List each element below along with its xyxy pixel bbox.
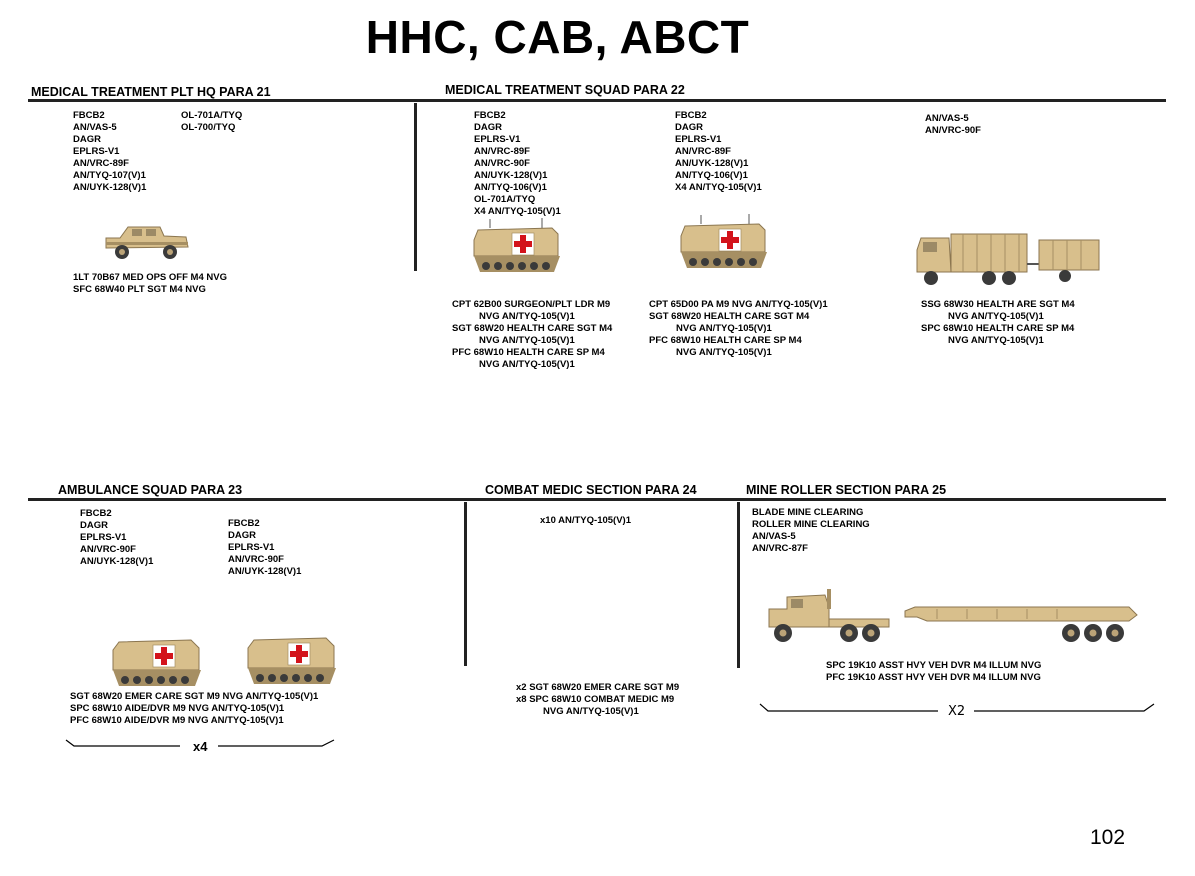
personnel-line: CPT 65D00 PA M9 NVG AN/TYQ-105(V)1 <box>649 299 828 310</box>
list-item: SFC 68W40 PLT SGT M4 NVG <box>73 284 206 295</box>
list-item: FBCB2 <box>73 110 105 121</box>
plt-hq-equipment-list <box>73 110 146 194</box>
bottom-section-divider-1 <box>464 502 467 666</box>
list-item: BLADE MINE CLEARING <box>752 507 864 518</box>
list-item: AN/VAS-5 <box>73 122 117 133</box>
personnel-item <box>921 323 1075 347</box>
list-item: SGT 68W20 EMER CARE SGT M9 NVG AN/TYQ-105(V)1 <box>70 691 319 702</box>
list-item: OL-701A/TYQ <box>474 194 536 205</box>
list-item: AN/VAS-5 <box>752 531 796 542</box>
list-item: x10 AN/TYQ-105(V)1 <box>540 515 631 526</box>
combat-medic-equipment-list <box>540 515 631 527</box>
personnel-line: x8 SPC 68W10 COMBAT MEDIC M9 <box>516 694 675 705</box>
mine-roller-heading: MINE ROLLER SECTION PARA 25 <box>746 483 947 497</box>
page-title: HHC, CAB, ABCT <box>365 11 750 63</box>
list-item: AN/VRC-90F <box>925 125 981 136</box>
treatment-squad-equipment-list-2 <box>675 110 762 194</box>
personnel-line: x2 SGT 68W20 EMER CARE SGT M9 <box>516 682 680 693</box>
personnel-line: SPC 68W10 HEALTH CARE SP M4 <box>921 323 1075 334</box>
list-item: 1LT 70B67 MED OPS OFF M4 NVG <box>73 272 227 283</box>
mine-roller-multiplier: X2 <box>948 704 966 719</box>
personnel-line: PFC 68W10 HEALTH CARE SP M4 <box>452 347 605 358</box>
personnel-line-continued: NVG AN/TYQ-105(V)1 <box>948 311 1044 322</box>
list-item: PFC 19K10 ASST HVY VEH DVR M4 ILLUM NVG <box>826 672 1041 683</box>
personnel-item <box>516 694 679 718</box>
list-item: DAGR <box>675 122 703 133</box>
humvee-icon <box>102 222 192 262</box>
personnel-item <box>452 323 612 347</box>
top-section-rule <box>28 99 1166 102</box>
list-item: AN/UYK-128(V)1 <box>80 556 154 567</box>
list-item: PFC 68W10 AIDE/DVR M9 NVG AN/TYQ-105(V)1 <box>70 715 284 726</box>
list-item: FBCB2 <box>228 518 260 529</box>
treatment-squad-personnel-list-2 <box>649 299 828 359</box>
personnel-line: SGT 68W20 HEALTH CARE SGT M4 <box>649 311 810 322</box>
cargo-truck-trailer-icon <box>915 228 1103 292</box>
personnel-item <box>921 299 1075 323</box>
personnel-line-continued: NVG AN/TYQ-105(V)1 <box>479 311 575 322</box>
personnel-item <box>649 311 828 335</box>
list-item: AN/VRC-87F <box>752 543 808 554</box>
treatment-squad-equipment-list-3 <box>925 113 981 137</box>
list-item: DAGR <box>73 134 101 145</box>
list-item: AN/TYQ-107(V)1 <box>73 170 146 181</box>
personnel-line: CPT 62B00 SURGEON/PLT LDR M9 <box>452 299 611 310</box>
m113-ambulance-icon <box>111 632 203 690</box>
ambulance-multiplier: x4 <box>193 739 208 754</box>
list-item: EPLRS-V1 <box>73 146 120 157</box>
list-item: AN/VAS-5 <box>925 113 969 124</box>
list-item: DAGR <box>228 530 256 541</box>
page-number: 102 <box>1090 826 1126 849</box>
list-item: AN/UYK-128(V)1 <box>474 170 548 181</box>
list-item: AN/UYK-128(V)1 <box>675 158 749 169</box>
list-item: AN/UYK-128(V)1 <box>73 182 147 193</box>
list-item: DAGR <box>80 520 108 531</box>
mine-roller-personnel-list <box>826 660 1041 684</box>
plt-hq-equipment-list-2 <box>181 110 242 134</box>
bottom-section-rule <box>28 498 1166 501</box>
personnel-item <box>452 347 612 371</box>
list-item: EPLRS-V1 <box>675 134 722 145</box>
ambulance-squad-equipment-list-2 <box>228 518 301 578</box>
personnel-line-continued: NVG AN/TYQ-105(V)1 <box>676 323 772 334</box>
m113-ambulance-icon <box>246 630 338 688</box>
top-section-divider <box>414 103 417 271</box>
list-item: X4 AN/TYQ-105(V)1 <box>675 182 762 193</box>
personnel-line: PFC 68W10 HEALTH CARE SP M4 <box>649 335 802 346</box>
personnel-line: SSG 68W30 HEALTH ARE SGT M4 <box>921 299 1075 310</box>
list-item: SPC 19K10 ASST HVY VEH DVR M4 ILLUM NVG <box>826 660 1042 671</box>
list-item: FBCB2 <box>675 110 707 121</box>
personnel-line: SGT 68W20 HEALTH CARE SGT M4 <box>452 323 613 334</box>
treatment-squad-personnel-list-1 <box>452 299 612 371</box>
personnel-item <box>516 682 679 694</box>
list-item: DAGR <box>474 122 502 133</box>
list-item: EPLRS-V1 <box>80 532 127 543</box>
ambulance-squad-heading: AMBULANCE SQUAD PARA 23 <box>58 483 243 497</box>
list-item: AN/VRC-89F <box>73 158 129 169</box>
list-item: SPC 68W10 AIDE/DVR M9 NVG AN/TYQ-105(V)1 <box>70 703 285 714</box>
list-item: AN/VRC-89F <box>474 146 530 157</box>
list-item: EPLRS-V1 <box>474 134 521 145</box>
personnel-item <box>452 299 612 323</box>
m113-ambulance-icon <box>472 216 564 278</box>
mine-roller-equipment-list <box>752 507 870 555</box>
list-item: AN/VRC-90F <box>474 158 530 169</box>
combat-medic-heading: COMBAT MEDIC SECTION PARA 24 <box>485 483 697 497</box>
m113-ambulance-icon <box>679 212 771 274</box>
list-item: AN/TYQ-106(V)1 <box>474 182 547 193</box>
personnel-line-continued: NVG AN/TYQ-105(V)1 <box>543 706 639 717</box>
hets-tractor-trailer-icon <box>767 585 1143 647</box>
treatment-squad-heading: MEDICAL TREATMENT SQUAD PARA 22 <box>445 83 685 97</box>
treatment-squad-equipment-list-1 <box>474 110 561 218</box>
personnel-item <box>649 335 828 359</box>
list-item: OL-700/TYQ <box>181 122 236 133</box>
personnel-line-continued: NVG AN/TYQ-105(V)1 <box>479 335 575 346</box>
list-item: AN/UYK-128(V)1 <box>228 566 302 577</box>
list-item: AN/TYQ-106(V)1 <box>675 170 748 181</box>
plt-hq-personnel-list <box>73 272 227 296</box>
list-item: ROLLER MINE CLEARING <box>752 519 870 530</box>
bottom-section-divider-2 <box>737 502 740 668</box>
list-item: FBCB2 <box>80 508 112 519</box>
personnel-line-continued: NVG AN/TYQ-105(V)1 <box>479 359 575 370</box>
list-item: OL-701A/TYQ <box>181 110 243 121</box>
ambulance-squad-personnel-list <box>70 691 318 727</box>
personnel-item <box>649 299 828 311</box>
list-item: FBCB2 <box>474 110 506 121</box>
list-item: AN/VRC-90F <box>80 544 136 555</box>
list-item: AN/VRC-90F <box>228 554 284 565</box>
personnel-line-continued: NVG AN/TYQ-105(V)1 <box>676 347 772 358</box>
list-item: EPLRS-V1 <box>228 542 275 553</box>
plt-hq-heading: MEDICAL TREATMENT PLT HQ PARA 21 <box>31 85 271 99</box>
combat-medic-personnel-list <box>516 682 679 718</box>
ambulance-squad-equipment-list-1 <box>80 508 153 568</box>
list-item: AN/VRC-89F <box>675 146 731 157</box>
list-item: X4 AN/TYQ-105(V)1 <box>474 206 561 217</box>
treatment-squad-personnel-list-3 <box>921 299 1075 347</box>
personnel-line-continued: NVG AN/TYQ-105(V)1 <box>948 335 1044 346</box>
